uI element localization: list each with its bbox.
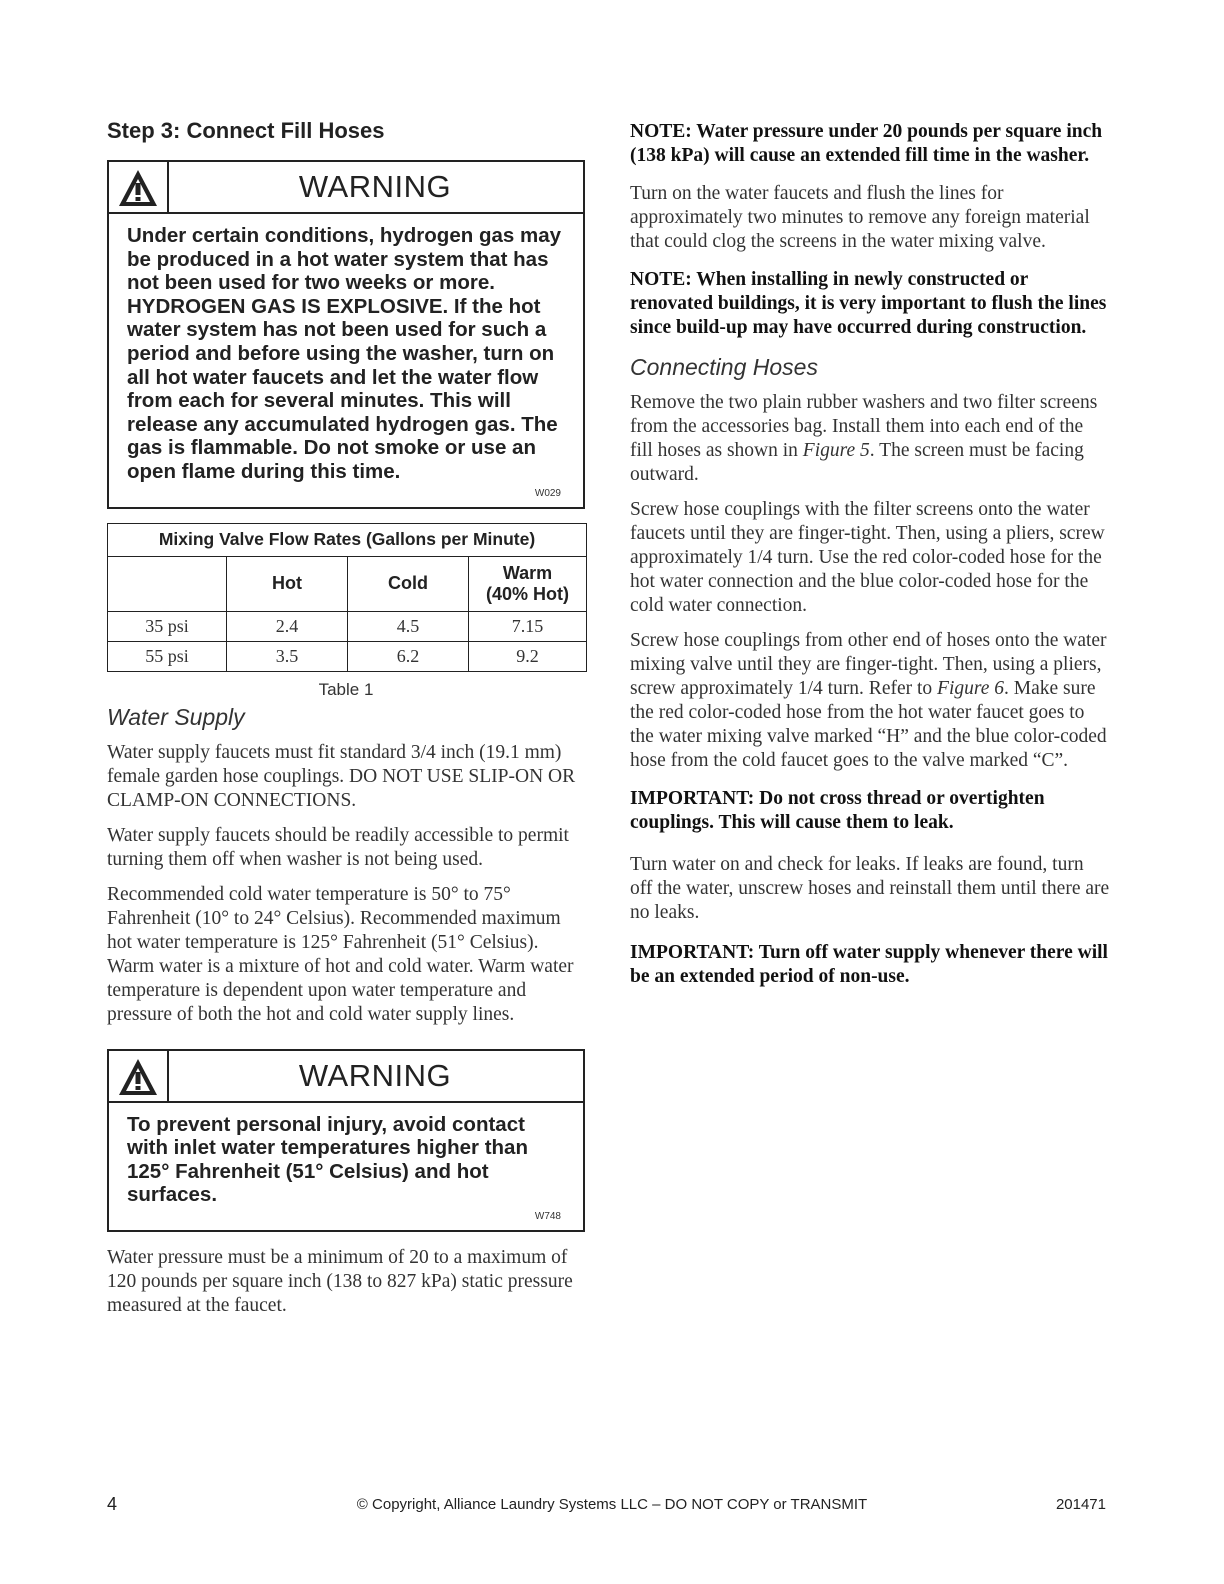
table-caption: Mixing Valve Flow Rates (Gallons per Minute) [108, 523, 587, 556]
figure-6-reference: Figure 6 [937, 678, 1005, 699]
warning-title: WARNING [298, 169, 452, 204]
table-cell: 35 psi [108, 611, 227, 641]
table-header-cold: Cold [348, 556, 469, 611]
table-row [108, 611, 587, 641]
note-water-pressure: NOTE: Water pressure under 20 pounds per square inch (138 kPa) will cause an extended fill time in the washer. [630, 121, 1103, 166]
important-water-supply-off: IMPORTANT: Turn off water supply whenever there will be an extended period of non-use. [630, 942, 1108, 987]
paragraph-water-temperature: Recommended cold water temperature is 50° to 75° Fahrenheit (10° to 24° Celsius). Recommended maximum hot water temperature is 125° Fahrenheit (51° Celsius). Warm water is a mixture of hot and cold water. Warm water temperature is dependent upon water temperature and pressure of both the hot and cold water supply lines. [107, 883, 574, 1025]
copyright-notice: © Copyright, Alliance Laundry Systems LLC – DO NOT COPY or TRANSMIT [356, 1496, 868, 1513]
warning-header [109, 162, 583, 214]
table-cell: 2.4 [227, 611, 348, 641]
paragraph-faucets-fit: Water supply faucets must fit standard 3/4 inch (19.1 mm) female garden hose couplings. DO NOT USE SLIP-ON OR CLAMP-ON CONNECTIONS. [107, 741, 576, 811]
table-cell: 55 psi [108, 641, 227, 671]
paragraph-check-leaks: Turn water on and check for leaks. If leaks are found, turn off the water, unscrew hoses and reinstall them until there are no leaks. [630, 854, 1110, 923]
note-new-construction: NOTE: When installing in newly constructed or renovated buildings, it is very important to flush the lines since build-up may have occurred during construction. [630, 269, 1107, 338]
document-number: 201471 [1055, 1496, 1106, 1513]
warning-box-hydrogen [107, 160, 585, 509]
paragraph-flush-lines: Turn on the water faucets and flush the lines for approximately two minutes to remove any foreign material that could clog the screens in the water mixing valve. [630, 183, 1090, 252]
table-header-warm: Warm (40% Hot) [469, 556, 587, 611]
connecting-hoses-heading: Connecting Hoses [630, 354, 818, 380]
table-cell: 4.5 [348, 611, 469, 641]
water-supply-heading: Water Supply [107, 703, 245, 730]
step-heading: Step 3: Connect Fill Hoses [107, 118, 385, 143]
warning-title: WARNING [298, 1057, 452, 1093]
table-cell: 3.5 [227, 641, 348, 671]
left-column [107, 118, 585, 1329]
warning-code: W029 [534, 487, 561, 499]
paragraph-install-screens: Remove the two plain rubber washers and two filter screens from the accessories bag. Install them into each end of the fill hoses as shown in Figure 5. The screen must be facing outward. [630, 392, 1098, 485]
important-cross-thread: IMPORTANT: Do not cross thread or overtighten couplings. This will cause them to leak. [630, 788, 1045, 833]
right-column [630, 120, 1110, 1003]
table-header-hot: Hot [227, 556, 348, 611]
warning-header [109, 1051, 583, 1103]
table-header-row [108, 556, 587, 611]
table-label: Table 1 [318, 679, 374, 699]
warning-code: W748 [534, 1210, 561, 1222]
paragraph-water-pressure: Water pressure must be a minimum of 20 to a maximum of 120 pounds per square inch (138 to 827 kPa) static pressure measured at the faucet. [107, 1246, 573, 1316]
table-cell: 6.2 [348, 641, 469, 671]
page-number: 4 [107, 1494, 118, 1514]
warning-triangle-icon [117, 168, 159, 208]
paragraph-couplings-valve: Screw hose couplings from other end of hoses onto the water mixing valve until they are finger-tight. Then, using a pliers, screw approximately 1/4 turn. Refer to Figure 6. Make sure the red color-coded hose from the hot water faucet goes to the water mixing valve marked “H” and the blue color-coded hose from the cold faucet goes to the valve marked “C”. [630, 630, 1107, 771]
figure-5-reference: Figure 5 [802, 440, 870, 461]
table-cell: 9.2 [469, 641, 587, 671]
warning-box-temperature [107, 1049, 585, 1232]
warning-triangle-icon [117, 1057, 159, 1097]
table-header-empty [108, 556, 227, 611]
warning-text: Under certain conditions, hydrogen gas may be produced in a hot water system that has not been used for two weeks or more. HYDROGEN GAS IS EXPLOSIVE. If the hot water system has not been used for such a period and before using the washer, turn on all hot water faucets and let the water flow from each for several minutes. This will release any accumulated hydrogen gas. The gas is flammable. Do not smoke or use an open flame during this time. [127, 224, 562, 483]
flow-rates-table [107, 523, 587, 672]
table-row [108, 641, 587, 671]
table-cell: 7.15 [469, 611, 587, 641]
page-footer [0, 1496, 1224, 1520]
paragraph-faucets-accessible: Water supply faucets should be readily accessible to permit turning them off when washer is not being used. [107, 824, 569, 870]
warning-text: To prevent personal injury, avoid contact with inlet water temperatures higher than 125° Fahrenheit (51° Celsius) and hot surfaces. [127, 1112, 528, 1207]
paragraph-couplings-faucets: Screw hose couplings with the filter screens onto the water faucets until they are finger-tight. Then, using a pliers, screw approximately 1/4 turn. Use the red color-coded hose for the hot water connection and the blue color-coded hose for the cold water connection. [630, 499, 1105, 616]
